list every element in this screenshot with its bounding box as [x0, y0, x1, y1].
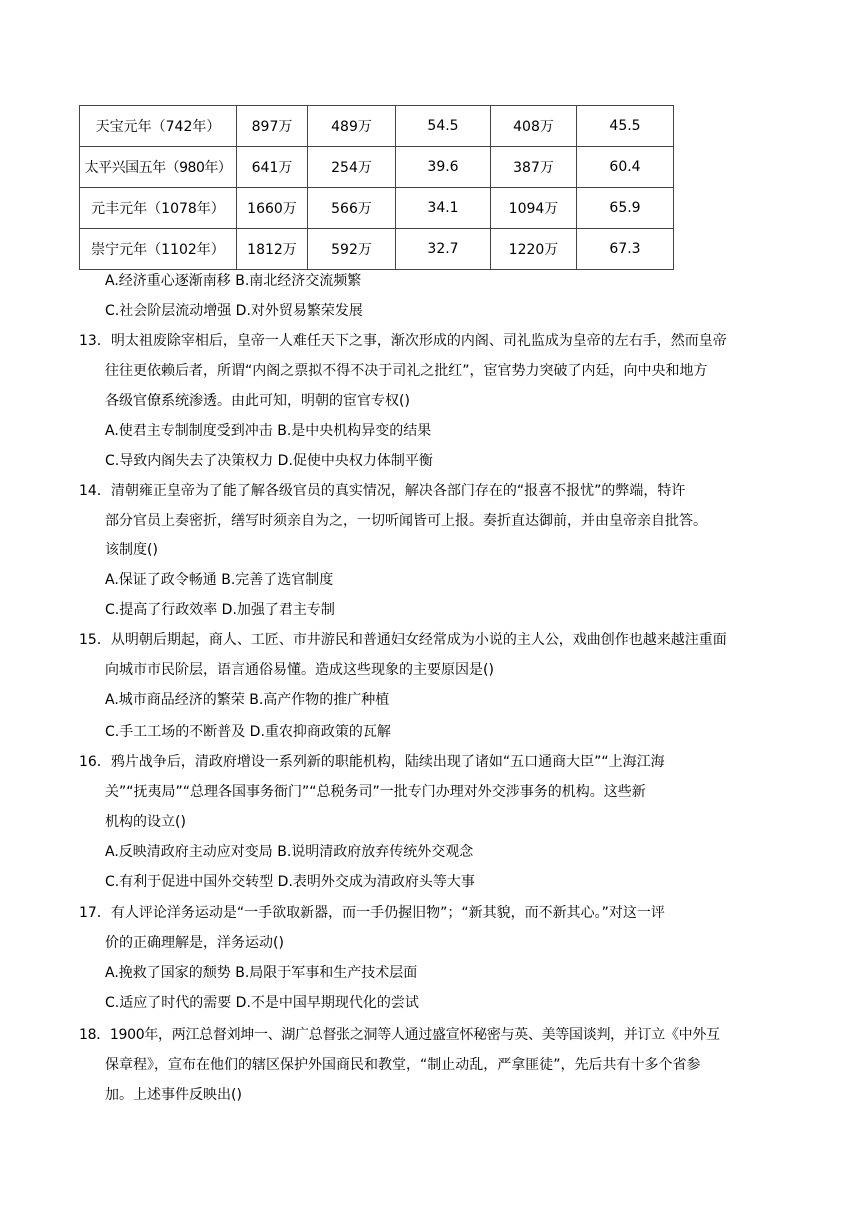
table-cell: 1220万 — [491, 229, 577, 270]
q13-stem-line3: 各级官僚系统渗透。由此可知，明朝的宦官专权() — [105, 393, 410, 409]
q14-options-cd: C.提高了行政效率 D.加强了君主专制 — [105, 602, 335, 618]
q18-stem-line2: 保章程》，宣布在他们的辖区保护外国商民和教堂，“制止动乱，严拿匪徒”，先后共有十多个省参 — [105, 1057, 701, 1073]
table-cell: 489万 — [308, 106, 396, 147]
table-cell: 32.7 — [396, 229, 491, 270]
q12-options-ab: A.经济重心逐渐南移 B.南北经济交流频繁 — [105, 273, 362, 289]
table-cell: 254万 — [308, 147, 396, 188]
q13-options-ab: A.使君主专制制度受到冲击 B.是中央机构异变的结果 — [105, 423, 432, 439]
q14-stem-line1: 14．清朝雍正皇帝为了能了解各级官员的真实情况，解决各部门存在的“报喜不报忧”的弊端，特许 — [79, 483, 686, 499]
table-cell: 崇宁元年（1102年） — [80, 229, 237, 270]
table-cell: 1812万 — [237, 229, 308, 270]
table-row — [80, 106, 674, 147]
q12-options-cd: C.社会阶层流动增强 D.对外贸易繁荣发展 — [105, 303, 363, 319]
q13-stem-line2: 往往更依赖后者，所谓“内阁之票拟不得不决于司礼之批红”，宦官势力突破了内廷，向中央和地方 — [105, 363, 708, 379]
table-cell: 45.5 — [577, 106, 674, 147]
table-cell: 元丰元年（1078年） — [80, 188, 237, 229]
table-cell: 60.4 — [577, 147, 674, 188]
q14-stem-line2: 部分官员上奏密折，缮写时须亲自为之，一切听闻皆可上报。奏折直达御前，并由皇帝亲自批答。 — [105, 513, 707, 529]
q17-options-cd: C.适应了时代的需要 D.不是中国早期现代化的尝试 — [105, 995, 419, 1011]
q17-stem-line1: 17．有人评论洋务运动是“一手欲取新器，而一手仍握旧物”；“新其貌，而不新其心。”对这一评 — [79, 905, 665, 921]
table-cell: 897万 — [237, 106, 308, 147]
table-cell: 天宝元年（742年） — [80, 106, 237, 147]
q15-options-cd: C.手工工场的不断普及 D.重农抑商政策的瓦解 — [105, 724, 391, 740]
q14-options-ab: A.保证了政令畅通 B.完善了选官制度 — [105, 572, 334, 588]
q16-options-cd: C.有利于促进中国外交转型 D.表明外交成为清政府头等大事 — [105, 874, 475, 890]
table-cell: 1094万 — [491, 188, 577, 229]
table-cell: 34.1 — [396, 188, 491, 229]
table-row — [80, 229, 674, 270]
q15-options-ab: A.城市商品经济的繁荣 B.高产作物的推广种植 — [105, 692, 390, 708]
table-cell: 592万 — [308, 229, 396, 270]
table-cell: 641万 — [237, 147, 308, 188]
table-cell: 67.3 — [577, 229, 674, 270]
q16-stem-line1: 16．鸦片战争后，清政府增设一系列新的职能机构，陆续出现了诸如“五口通商大臣”“上海江海 — [79, 754, 665, 770]
q13-stem-line1: 13．明太祖废除宰相后，皇帝一人难任天下之事，渐次形成的内阁、司礼监成为皇帝的左右手，然而皇帝 — [79, 333, 727, 349]
table-cell: 39.6 — [396, 147, 491, 188]
table-cell: 54.5 — [396, 106, 491, 147]
q18-stem-line3: 加。上述事件反映出() — [105, 1087, 242, 1103]
table-cell: 387万 — [491, 147, 577, 188]
population-table — [79, 105, 674, 270]
table-cell: 566万 — [308, 188, 396, 229]
q17-options-ab: A.挽救了国家的颓势 B.局限于军事和生产技术层面 — [105, 965, 418, 981]
q14-stem-line3: 该制度() — [105, 542, 158, 558]
table-row — [80, 147, 674, 188]
table-cell: 1660万 — [237, 188, 308, 229]
q15-stem-line1: 15．从明朝后期起，商人、工匠、市井游民和普通妇女经常成为小说的主人公，戏曲创作也越来越注重面 — [79, 632, 727, 648]
table-row — [80, 188, 674, 229]
q18-stem-line1: 18．1900年，两江总督刘坤一、湖广总督张之洞等人通过盛宣怀秘密与英、美等国谈判，并订立《中外互 — [79, 1027, 720, 1043]
q16-stem-line3: 机构的设立() — [105, 814, 186, 830]
q17-stem-line2: 价的正确理解是，洋务运动() — [105, 935, 284, 951]
q13-options-cd: C.导致内阁失去了决策权力 D.促使中央权力体制平衡 — [105, 453, 433, 469]
table-cell: 408万 — [491, 106, 577, 147]
q16-stem-line2: 关”“抚夷局”“总理各国事务衙门”“总税务司”一批专门办理对外交涉事务的机构。这些新 — [105, 784, 646, 800]
q15-stem-line2: 向城市市民阶层，语言通俗易懂。造成这些现象的主要原因是() — [105, 662, 494, 678]
q16-options-ab: A.反映清政府主动应对变局 B.说明清政府放弃传统外交观念 — [105, 844, 474, 860]
table-cell: 65.9 — [577, 188, 674, 229]
table-cell: 太平兴国五年（980年） — [80, 147, 237, 188]
